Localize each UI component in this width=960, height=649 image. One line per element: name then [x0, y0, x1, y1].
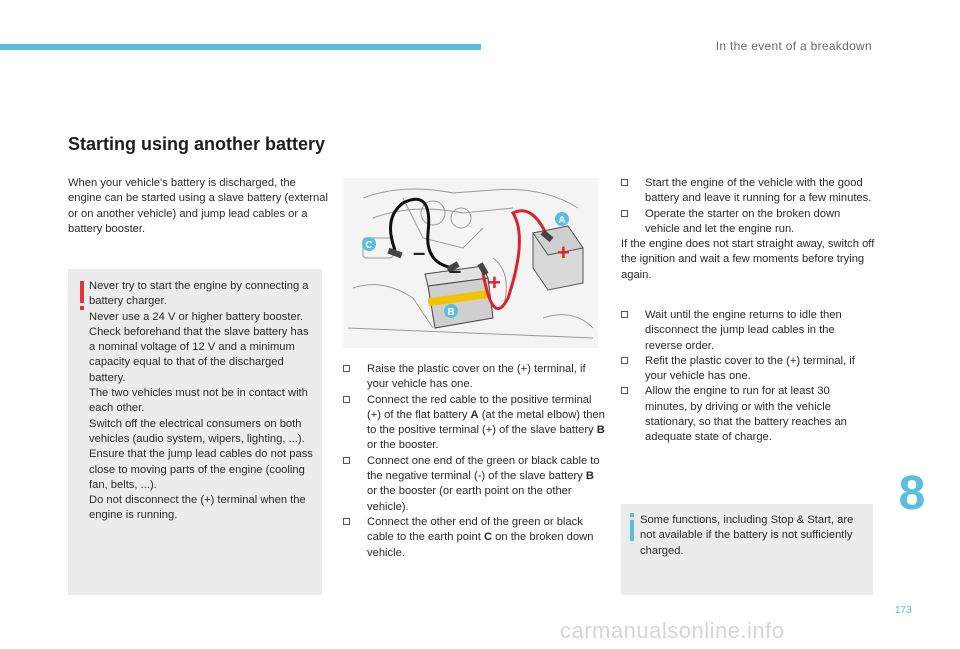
- watermark: carmanualsonline.info: [560, 618, 785, 643]
- warning-line: Never use a 24 V or higher battery booster.: [89, 310, 303, 323]
- warning-line: Never try to start the engine by connecting a battery charger.: [89, 280, 309, 308]
- marker-c: [362, 237, 376, 251]
- engine-bay-drawing: [343, 178, 598, 348]
- checkbox-bullet-icon: [621, 179, 628, 186]
- warning-box: [68, 269, 322, 595]
- info-icon: [627, 512, 637, 542]
- marker-b: [444, 304, 458, 318]
- jump-start-illustration: [343, 178, 598, 348]
- start-steps: [621, 176, 875, 283]
- plus-sign-b: +: [488, 270, 501, 295]
- header-accent-bar: [0, 44, 481, 50]
- step-item: Raise the plastic cover on the (+) terminal, if your vehicle has one.: [343, 362, 605, 393]
- step-item: Connect one end of the green or black cable to the negative terminal (-) of the slave battery B or the booster (or earth point on the other vehicle).: [343, 454, 605, 515]
- marker-a-label: A: [558, 215, 566, 226]
- checkbox-bullet-icon: [621, 387, 628, 394]
- warning-text: [89, 279, 317, 524]
- checkbox-bullet-icon: [621, 357, 628, 364]
- checkbox-bullet-icon: [621, 311, 628, 318]
- warning-exclamation-icon: [77, 280, 87, 312]
- warning-line: Ensure that the jump lead cables do not pass close to moving parts of the engine (cooling fan, belts, ...).: [89, 448, 313, 491]
- warning-line: Do not disconnect the (+) terminal when the engine is running.: [89, 494, 306, 522]
- step-item: Refit the plastic cover to the (+) terminal, if your vehicle has one.: [621, 354, 875, 385]
- marker-c-label: C: [365, 240, 373, 251]
- minus-sign-c: –: [413, 240, 426, 265]
- checkbox-bullet-icon: [343, 396, 350, 403]
- checkbox-bullet-icon: [343, 457, 350, 464]
- warning-line: Check beforehand that the slave battery has a nominal voltage of 12 V and a minimum capacity equal to that of the discharged battery.: [89, 325, 309, 384]
- intro-paragraph: When your vehicle's battery is discharged, the engine can be started using a slave battery (external or on another vehicle) and jump lead cables or a battery booster.: [68, 177, 328, 235]
- connection-steps: [343, 362, 605, 561]
- marker-a: [555, 212, 569, 226]
- page-number: 173: [895, 605, 912, 616]
- plus-sign-a: +: [557, 240, 570, 265]
- step-item: Operate the starter on the broken down vehicle and let the engine run.: [621, 207, 875, 238]
- retry-note: If the engine does not start straight away, switch off the ignition and wait a few moments before trying again.: [621, 238, 875, 281]
- step-item: Start the engine of the vehicle with the good battery and leave it running for a few minutes.: [621, 176, 875, 207]
- chapter-number: 8: [898, 467, 926, 520]
- section-header: In the event of a breakdown: [715, 39, 872, 53]
- warning-line: The two vehicles must not be in contact with each other.: [89, 387, 308, 415]
- step-item: Wait until the engine returns to idle then disconnect the jump lead cables in the reverse order.: [621, 308, 875, 354]
- checkbox-bullet-icon: [621, 210, 628, 217]
- step-item: Allow the engine to run for at least 30 minutes, by driving or with the vehicle stationary, so that the battery reaches an adequate state of charge.: [621, 384, 875, 445]
- warning-line: Switch off the electrical consumers on both vehicles (audio system, wipers, lighting, ...).: [89, 417, 305, 445]
- checkbox-bullet-icon: [343, 365, 350, 372]
- checkbox-bullet-icon: [343, 518, 350, 525]
- info-box: [621, 504, 873, 595]
- finish-steps: [621, 308, 875, 446]
- page-title: Starting using another battery: [68, 134, 326, 154]
- minus-sign-b: –: [449, 258, 462, 283]
- marker-b-label: B: [447, 307, 455, 318]
- step-item: Connect the red cable to the positive terminal (+) of the flat battery A (at the metal elbow) then to the positive terminal (+) of the slave battery B or the booster.: [343, 393, 605, 454]
- info-text: Some functions, including Stop & Start, are not available if the battery is not sufficiently charged.: [640, 514, 854, 557]
- step-item: Connect the other end of the green or black cable to the earth point C on the broken down vehicle.: [343, 515, 605, 561]
